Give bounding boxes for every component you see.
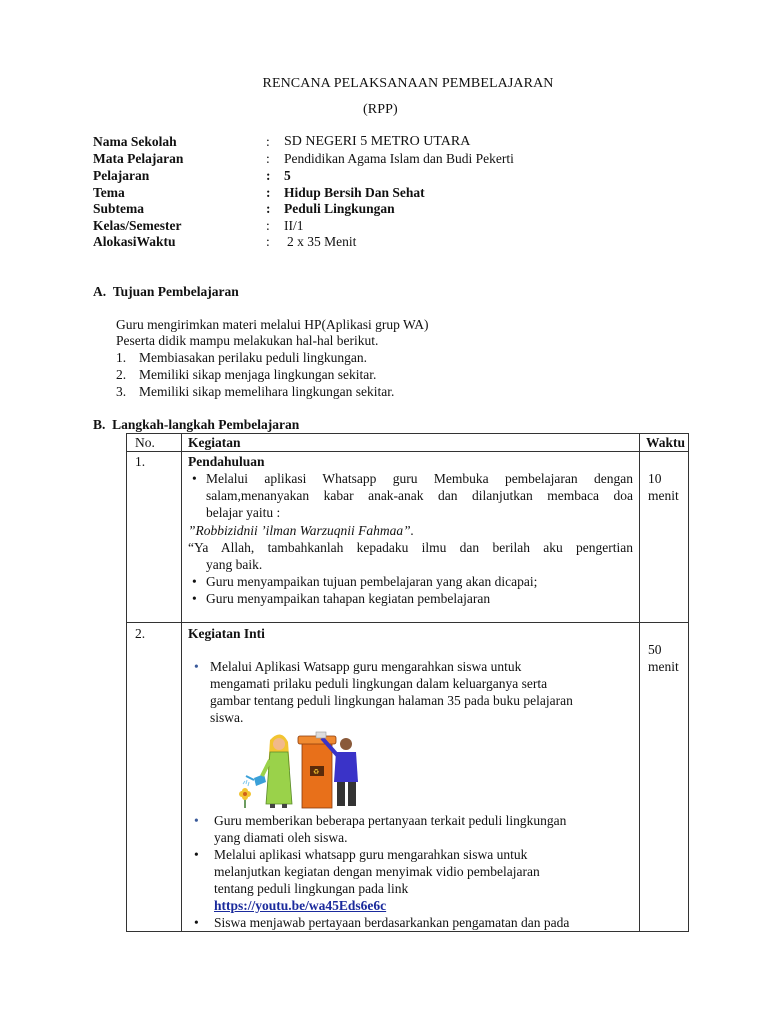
identity-label: Kelas/Semester [93, 218, 182, 233]
list-item: • Melalui aplikasi Whatsapp guru Membuka pembelajaran dengan salam,menanyakan kabar anak-anak dan dilanjutkan membaca doa belajar yaitu : [192, 471, 633, 520]
header-kegiatan: Kegiatan [182, 434, 640, 452]
identity-label: Mata Pelajaran [93, 151, 184, 166]
document-title: RENCANA PELAKSANAAN PEMBELAJARAN [262, 76, 554, 91]
peduli-lingkungan-illustration [236, 730, 361, 810]
header-no: No. [127, 434, 182, 452]
bullet-icon: • [192, 591, 197, 606]
bullet-icon: • [194, 659, 199, 674]
row-number: 2. [127, 623, 182, 932]
section-b-heading: B. Langkah-langkah Pembelajaran [93, 417, 300, 432]
activity-table [126, 433, 689, 932]
row-activity [182, 623, 640, 932]
identity-colon: : [266, 185, 271, 200]
identity-label: Pelajaran [93, 168, 150, 183]
objective-number: 3. [116, 384, 127, 399]
table-header-row [127, 434, 689, 452]
identity-value: Hidup Bersih Dan Sehat [284, 185, 425, 200]
list-item: • Guru memberikan beberapa pertanyaan terkait peduli lingkungan yang diamati oleh siswa. [194, 813, 567, 845]
activity-title: Kegiatan Inti [188, 626, 265, 641]
girl-figure [262, 734, 292, 808]
list-item: • Guru menyampaikan tahapan kegiatan pembelajaran [192, 591, 491, 606]
section-a-heading: A. Tujuan Pembelajaran [93, 284, 239, 299]
doa-meaning: yang baik. [206, 557, 263, 572]
youtube-link[interactable]: https://youtu.be/wa45Eds6e6c [214, 898, 387, 913]
identity-colon: : [266, 168, 271, 183]
identity-label: Tema [93, 185, 125, 200]
bullet-icon: • [194, 915, 199, 930]
row-time: 50 menit [640, 623, 689, 932]
objective-text: Memiliki sikap memelihara lingkungan sekitar. [139, 384, 395, 399]
bullet-icon: • [192, 471, 197, 486]
doa-text: ”Robbizidnii ’ilman Warzuqnii Fahmaa”. [188, 523, 415, 538]
identity-colon: : [266, 134, 270, 149]
svg-text:♻: ♻ [313, 768, 320, 776]
objective-number: 1. [116, 350, 127, 365]
identity-colon: : [266, 151, 270, 166]
list-item: • Melalui Aplikasi Watsapp guru mengarahkan siswa untuk mengamati prilaku peduli lingkungan dalam keluarganya serta gambar tentang peduli lingkungan halaman 35 pada buku pelajaran siswa. [194, 659, 573, 725]
list-item: • Siswa menjawab pertayaan berdasarkankan pengamatan dan pada [194, 915, 570, 930]
section-a-intro: Peserta didik mampu melakukan hal-hal berikut. [116, 333, 379, 348]
identity-value: II/1 [284, 218, 304, 233]
bullet-icon: • [192, 574, 197, 589]
identity-value: Pendidikan Agama Islam dan Budi Pekerti [284, 151, 514, 166]
objective-text: Membiasakan perilaku peduli lingkungan. [139, 350, 367, 365]
identity-colon: : [266, 201, 271, 216]
row-number: 1. [127, 452, 182, 623]
bullet-icon: • [194, 847, 199, 862]
identity-label: AlokasiWaktu [93, 234, 176, 249]
objective-text: Memiliki sikap menjaga lingkungan sekitar. [139, 367, 377, 382]
list-item: • Melalui aplikasi whatsapp guru mengarahkan siswa untuk melanjutkan kegiatan dengan menyimak vidio pembelajaran tentang peduli lingkungan pada link https://youtu.be/wa45Eds6e6c [194, 847, 540, 913]
row-activity [182, 452, 640, 623]
identity-colon: : [266, 234, 270, 249]
table-row [127, 623, 689, 932]
bullet-icon: • [194, 813, 199, 828]
identity-colon: : [266, 218, 270, 233]
activity-title: Pendahuluan [188, 454, 265, 469]
identity-value: 5 [284, 168, 291, 183]
identity-value: Peduli Lingkungan [284, 201, 395, 216]
list-item: • Guru menyampaikan tujuan pembelajaran yang akan dicapai; [192, 574, 538, 589]
header-waktu: Waktu [640, 434, 689, 452]
doa-meaning: “Ya Allah, tambahkanlah kepadaku ilmu dan berilah aku pengertian [188, 540, 633, 555]
identity-label: Nama Sekolah [93, 134, 177, 149]
table-row [127, 452, 689, 623]
row-time: 10 menit [640, 452, 689, 623]
objective-number: 2. [116, 367, 127, 382]
identity-value: SD NEGERI 5 METRO UTARA [284, 134, 471, 149]
identity-label: Subtema [93, 201, 145, 216]
flower-icon [239, 788, 251, 808]
section-a-intro: Guru mengirimkan materi melalui HP(Aplikasi grup WA) [116, 317, 429, 332]
identity-value: 2 x 35 Menit [287, 234, 357, 249]
